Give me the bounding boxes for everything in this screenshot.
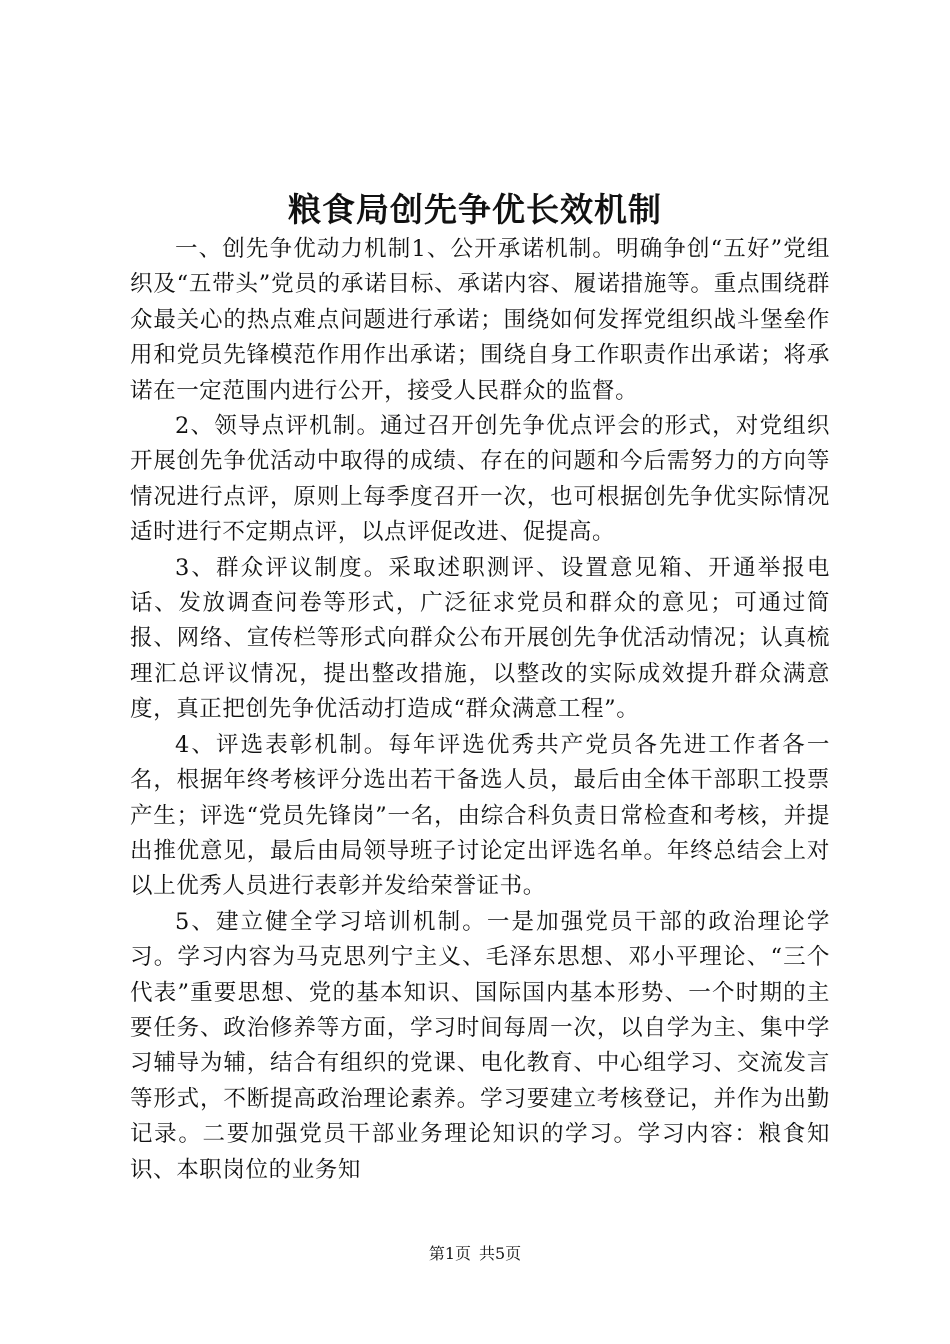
paragraph-1: 一、创先争优动力机制1、公开承诺机制。明确争创“五好”党组织及“五带头”党员的承诺目标、承诺内容、履诺措施等。重点围绕群众最关心的热点难点问题进行承诺；围绕如何发挥党组织战斗堡垒作用和党员先锋模范作用作出承诺；围绕自身工作职责作出承诺；将承诺在一定范围内进行公开，接受人民群众的监督。 xyxy=(130,236,830,404)
page-footer xyxy=(0,1242,950,1266)
document-title: 粮食局创先争优长效机制 xyxy=(288,190,662,229)
paragraph-5: 5、建立健全学习培训机制。一是加强党员干部的政治理论学习。学习内容为马克思列宁主义、毛泽东思想、邓小平理论、“三个代表”重要思想、党的基本知识、国际国内基本形势、一个时期的主要任务、政治修养等方面，学习时间每周一次，以自学为主、集中学习辅导为辅，结合有组织的党课、电化教育、中心组学习、交流发言等形式，不断提高政治理论素养。学习要建立考核登记，并作为出勤记录。二要加强党员干部业务理论知识的学习。学习内容：粮食知识、本职岗位的业务知 xyxy=(130,908,830,1183)
page-number-total: 共5页 xyxy=(479,1244,522,1263)
document-body xyxy=(130,232,830,1188)
page-number-current: 第1页 xyxy=(428,1244,471,1263)
paragraph-4: 4、评选表彰机制。每年评选优秀共产党员各先进工作者各一名，根据年终考核评分选出若干备选人员，最后由全体干部职工投票产生；评选“党员先锋岗”一名，由综合科负责日常检查和考核，并提出推优意见，最后由局领导班子讨论定出评选名单。年终总结会上对以上优秀人员进行表彰并发给荣誉证书。 xyxy=(130,731,830,900)
paragraph-2: 2、领导点评机制。通过召开创先争优点评会的形式，对党组织开展创先争优活动中取得的成绩、存在的问题和今后需努力的方向等情况进行点评，原则上每季度召开一次，也可根据创先争优实际情况适时进行不定期点评，以点评促改进、促提高。 xyxy=(130,413,830,546)
paragraph-3: 3、群众评议制度。采取述职测评、设置意见箱、开通举报电话、发放调查问卷等形式，广泛征求党员和群众的意见；可通过简报、网络、宣传栏等形式向群众公布开展创先争优活动情况；认真梳理汇总评议情况，提出整改措施，以整改的实际成效提升群众满意度，真正把创先争优活动打造成“群众满意工程”。 xyxy=(130,554,830,723)
